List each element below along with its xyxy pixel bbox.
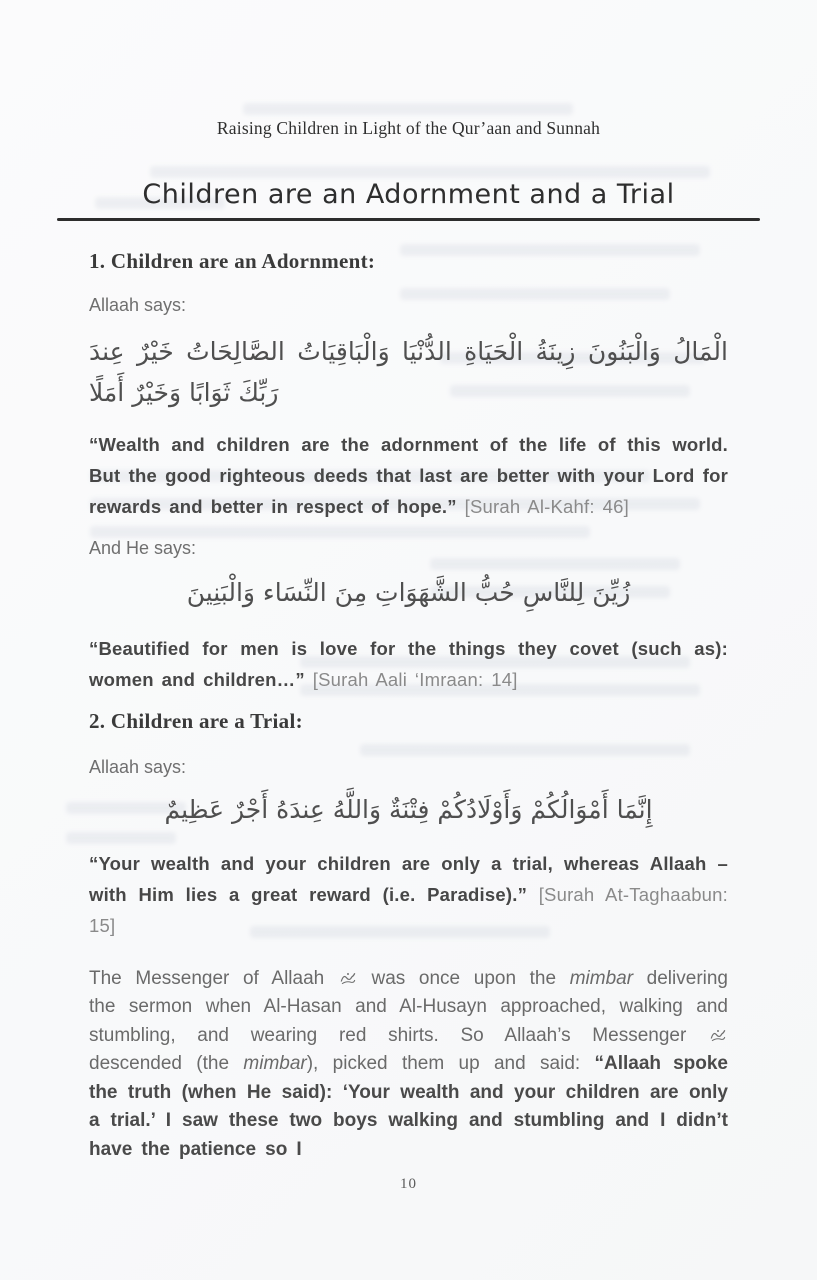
hadith-text: ), picked them up and said: xyxy=(306,1053,595,1074)
arabic-verse-imraan-14: زُيِّنَ لِلنَّاسِ حُبُّ الشَّهَوَاتِ مِنَ النِّسَاء وَالْبَنِينَ xyxy=(186,577,631,607)
translation-quote: “Beautified for men is love for the things they covet (such as): women and children…” xyxy=(89,637,728,690)
and-he-says-label: And He says: xyxy=(89,537,197,558)
section-2-heading: 2. Children are a Trial: xyxy=(89,708,303,733)
page-content xyxy=(89,0,728,1164)
citation-imraan-14: [Surah Aali ‘Imraan: 14] xyxy=(312,668,518,690)
hadith-italic-mimbar: mimbar xyxy=(569,967,634,989)
translation-taghaabun-15 xyxy=(89,848,728,941)
section-1-heading: 1. Children are an Adornment: xyxy=(89,248,376,273)
pbuh-symbol-icon xyxy=(709,1028,727,1043)
title-underline-rule xyxy=(57,218,760,221)
citation-kahf-46: [Surah Al-Kahf: 46] xyxy=(464,495,629,517)
translation-kahf-46 xyxy=(89,429,728,522)
arabic-verse-kahf-46: الْمَالُ وَالْبَنُونَ زِينَةُ الْحَيَاةِ الدُّنْيَا وَالْبَاقِيَاتُ الصَّالِحَاتُ خَيْرٌ عِندَ رَبِّكَ ثَوَابًا وَخَيْرٌ أَمَلًا xyxy=(89,336,728,407)
hadith-text: descended (the xyxy=(89,1053,244,1074)
hadith-paragraph xyxy=(89,965,728,1165)
running-header: Raising Children in Light of the Qur’aan and Sunnah xyxy=(216,118,601,138)
hadith-bold-quote: “Allaah spoke the truth (when He said): ‘Your wealth and your children are only a trial.’ I saw these two boys walking and stumbling and I didn’t have the patience so I xyxy=(89,1053,728,1160)
allaah-says-label-2: Allaah says: xyxy=(89,756,187,777)
hadith-text: was once upon the xyxy=(357,967,570,989)
hadith-text: delivering the sermon when Al-Hasan and Al-Husayn approached, walking and stumbling, and wearing red shirts. So Allaah’s Messenger xyxy=(89,967,729,1046)
citation-taghaabun-15: [Surah At-Taghaabun: 15] xyxy=(89,883,728,936)
translation-quote: “Your wealth and your children are only a trial, whereas Allaah – with Him lies a great reward (i.e. Paradise).” xyxy=(89,852,728,905)
page-number: 10 xyxy=(400,1176,417,1192)
translation-imraan-14 xyxy=(89,633,728,695)
translation-quote: “Wealth and children are the adornment of the life of this world. But the good righteous deeds that last are better with your Lord for rewards and better in respect of hope.” xyxy=(89,433,728,517)
allaah-says-label-1: Allaah says: xyxy=(89,294,187,315)
chapter-title: Children are an Adornment and a Trial xyxy=(142,179,675,210)
hadith-text: The Messenger of Allaah xyxy=(89,967,338,989)
arabic-verse-taghaabun-15: إِنَّمَا أَمْوَالُكُمْ وَأَوْلَادُكُمْ فِتْنَةٌ وَاللَّهُ عِندَهُ أَجْرٌ عَظِيمٌ xyxy=(164,794,653,824)
hadith-italic-mimbar: mimbar xyxy=(243,1053,307,1074)
pbuh-symbol-icon xyxy=(339,971,357,986)
